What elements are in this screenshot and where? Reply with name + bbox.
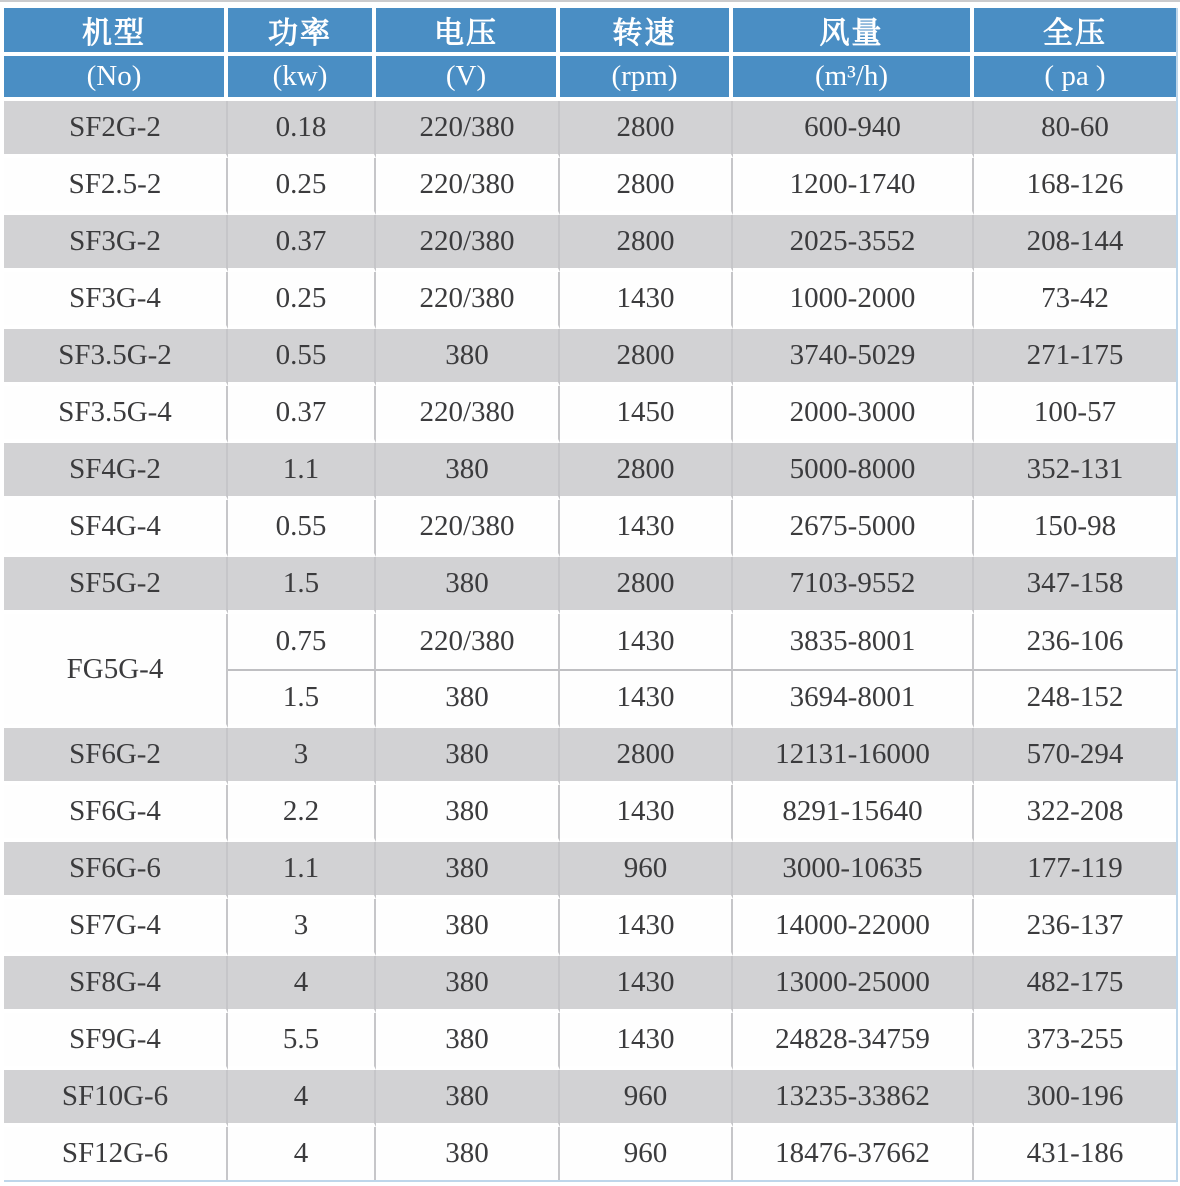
cell-pressure: 208-144	[974, 215, 1176, 272]
cell-speed: 1430	[560, 614, 733, 671]
cell-speed: 1430	[560, 671, 733, 728]
cell-pressure: 73-42	[974, 272, 1176, 329]
table-row	[4, 272, 1176, 329]
cell-airflow: 7103-9552	[733, 557, 974, 614]
cell-power: 2.2	[228, 785, 376, 842]
table-row	[4, 899, 1176, 956]
col-unit-pressure: ( pa )	[974, 56, 1176, 101]
cell-voltage: 220/380	[376, 272, 560, 329]
col-header-power: 功率	[228, 8, 376, 56]
cell-speed: 2800	[560, 443, 733, 500]
table-row	[4, 443, 1176, 500]
cell-model: SF4G-4	[4, 500, 228, 557]
cell-model: SF2G-2	[4, 101, 228, 158]
cell-power: 4	[228, 1127, 376, 1180]
cell-model: SF3G-4	[4, 272, 228, 329]
table-row	[4, 329, 1176, 386]
cell-voltage: 380	[376, 956, 560, 1013]
cell-model: SF3G-2	[4, 215, 228, 272]
cell-pressure: 300-196	[974, 1070, 1176, 1127]
cell-pressure: 177-119	[974, 842, 1176, 899]
cell-airflow: 13000-25000	[733, 956, 974, 1013]
cell-airflow: 3835-8001	[733, 614, 974, 671]
cell-speed: 1430	[560, 272, 733, 329]
cell-power: 0.25	[228, 158, 376, 215]
fan-spec-table	[4, 8, 1178, 1182]
cell-power: 1.1	[228, 443, 376, 500]
cell-voltage: 380	[376, 899, 560, 956]
table-row	[4, 215, 1176, 272]
cell-model: SF6G-4	[4, 785, 228, 842]
cell-power: 1.1	[228, 842, 376, 899]
cell-voltage: 220/380	[376, 101, 560, 158]
col-unit-voltage: (V)	[376, 56, 560, 101]
cell-power: 0.37	[228, 386, 376, 443]
cell-model: SF5G-2	[4, 557, 228, 614]
cell-voltage: 380	[376, 1013, 560, 1070]
table-row	[4, 500, 1176, 557]
table-row	[4, 842, 1176, 899]
cell-voltage: 380	[376, 329, 560, 386]
cell-airflow: 1000-2000	[733, 272, 974, 329]
cell-airflow: 1200-1740	[733, 158, 974, 215]
cell-pressure: 352-131	[974, 443, 1176, 500]
cell-pressure: 168-126	[974, 158, 1176, 215]
table-row	[4, 1013, 1176, 1070]
cell-airflow: 24828-34759	[733, 1013, 974, 1070]
cell-power: 4	[228, 956, 376, 1013]
cell-airflow: 8291-15640	[733, 785, 974, 842]
cell-power: 3	[228, 728, 376, 785]
cell-voltage: 220/380	[376, 500, 560, 557]
cell-model: SF7G-4	[4, 899, 228, 956]
cell-model: SF8G-4	[4, 956, 228, 1013]
table-row	[4, 785, 1176, 842]
cell-model: SF6G-6	[4, 842, 228, 899]
cell-power: 0.55	[228, 500, 376, 557]
cell-speed: 960	[560, 1127, 733, 1180]
cell-pressure: 100-57	[974, 386, 1176, 443]
cell-voltage: 220/380	[376, 614, 560, 671]
cell-pressure: 373-255	[974, 1013, 1176, 1070]
cell-speed: 1430	[560, 956, 733, 1013]
cell-pressure: 322-208	[974, 785, 1176, 842]
cell-airflow: 12131-16000	[733, 728, 974, 785]
cell-power: 0.25	[228, 272, 376, 329]
cell-voltage: 380	[376, 1070, 560, 1127]
col-header-model: 机型	[4, 8, 228, 56]
cell-model: SF9G-4	[4, 1013, 228, 1070]
table-row	[4, 386, 1176, 443]
col-unit-airflow: (m³/h)	[733, 56, 974, 101]
cell-speed: 2800	[560, 557, 733, 614]
cell-speed: 2800	[560, 101, 733, 158]
cell-pressure: 570-294	[974, 728, 1176, 785]
cell-pressure: 271-175	[974, 329, 1176, 386]
cell-airflow: 18476-37662	[733, 1127, 974, 1180]
cell-speed: 1430	[560, 899, 733, 956]
cell-power: 1.5	[228, 557, 376, 614]
header-row-units	[4, 56, 1176, 101]
table-row	[4, 614, 1176, 671]
cell-voltage: 380	[376, 671, 560, 728]
col-unit-speed: (rpm)	[560, 56, 733, 101]
cell-model-merged: FG5G-4	[4, 614, 228, 728]
cell-model: SF12G-6	[4, 1127, 228, 1180]
table-row	[4, 101, 1176, 158]
cell-power: 0.37	[228, 215, 376, 272]
cell-airflow: 3000-10635	[733, 842, 974, 899]
cell-airflow: 3740-5029	[733, 329, 974, 386]
cell-airflow: 600-940	[733, 101, 974, 158]
cell-speed: 2800	[560, 329, 733, 386]
cell-power: 0.75	[228, 614, 376, 671]
cell-model: SF2.5-2	[4, 158, 228, 215]
cell-speed: 2800	[560, 215, 733, 272]
col-header-speed: 转速	[560, 8, 733, 56]
cell-airflow: 2025-3552	[733, 215, 974, 272]
cell-airflow: 2000-3000	[733, 386, 974, 443]
col-header-pressure: 全压	[974, 8, 1176, 56]
cell-pressure: 150-98	[974, 500, 1176, 557]
table-row	[4, 728, 1176, 785]
cell-airflow: 3694-8001	[733, 671, 974, 728]
cell-pressure: 431-186	[974, 1127, 1176, 1180]
col-unit-model: (No)	[4, 56, 228, 101]
cell-airflow: 13235-33862	[733, 1070, 974, 1127]
cell-voltage: 220/380	[376, 215, 560, 272]
cell-pressure: 347-158	[974, 557, 1176, 614]
cell-voltage: 380	[376, 842, 560, 899]
cell-power: 4	[228, 1070, 376, 1127]
cell-speed: 1430	[560, 500, 733, 557]
cell-model: SF4G-2	[4, 443, 228, 500]
cell-pressure: 80-60	[974, 101, 1176, 158]
table-row	[4, 557, 1176, 614]
table-row	[4, 1127, 1176, 1180]
cell-speed: 960	[560, 842, 733, 899]
cell-voltage: 380	[376, 443, 560, 500]
cell-pressure: 236-137	[974, 899, 1176, 956]
table-row	[4, 158, 1176, 215]
cell-airflow: 5000-8000	[733, 443, 974, 500]
cell-speed: 1430	[560, 1013, 733, 1070]
cell-speed: 2800	[560, 158, 733, 215]
cell-airflow: 2675-5000	[733, 500, 974, 557]
cell-speed: 960	[560, 1070, 733, 1127]
cell-airflow: 14000-22000	[733, 899, 974, 956]
cell-voltage: 220/380	[376, 158, 560, 215]
cell-power: 1.5	[228, 671, 376, 728]
cell-power: 0.18	[228, 101, 376, 158]
cell-speed: 2800	[560, 728, 733, 785]
cell-model: SF3.5G-4	[4, 386, 228, 443]
cell-voltage: 380	[376, 785, 560, 842]
cell-pressure: 236-106	[974, 614, 1176, 671]
cell-power: 3	[228, 899, 376, 956]
cell-voltage: 380	[376, 1127, 560, 1180]
cell-speed: 1450	[560, 386, 733, 443]
cell-power: 5.5	[228, 1013, 376, 1070]
cell-voltage: 380	[376, 557, 560, 614]
cell-pressure: 248-152	[974, 671, 1176, 728]
table-row	[4, 1070, 1176, 1127]
col-header-voltage: 电压	[376, 8, 560, 56]
cell-model: SF10G-6	[4, 1070, 228, 1127]
col-unit-power: (kw)	[228, 56, 376, 101]
cell-model: SF3.5G-2	[4, 329, 228, 386]
header-row-cn	[4, 8, 1176, 56]
cell-voltage: 380	[376, 728, 560, 785]
cell-power: 0.55	[228, 329, 376, 386]
cell-speed: 1430	[560, 785, 733, 842]
cell-model: SF6G-2	[4, 728, 228, 785]
table-row	[4, 956, 1176, 1013]
col-header-airflow: 风量	[733, 8, 974, 56]
cell-pressure: 482-175	[974, 956, 1176, 1013]
cell-voltage: 220/380	[376, 386, 560, 443]
